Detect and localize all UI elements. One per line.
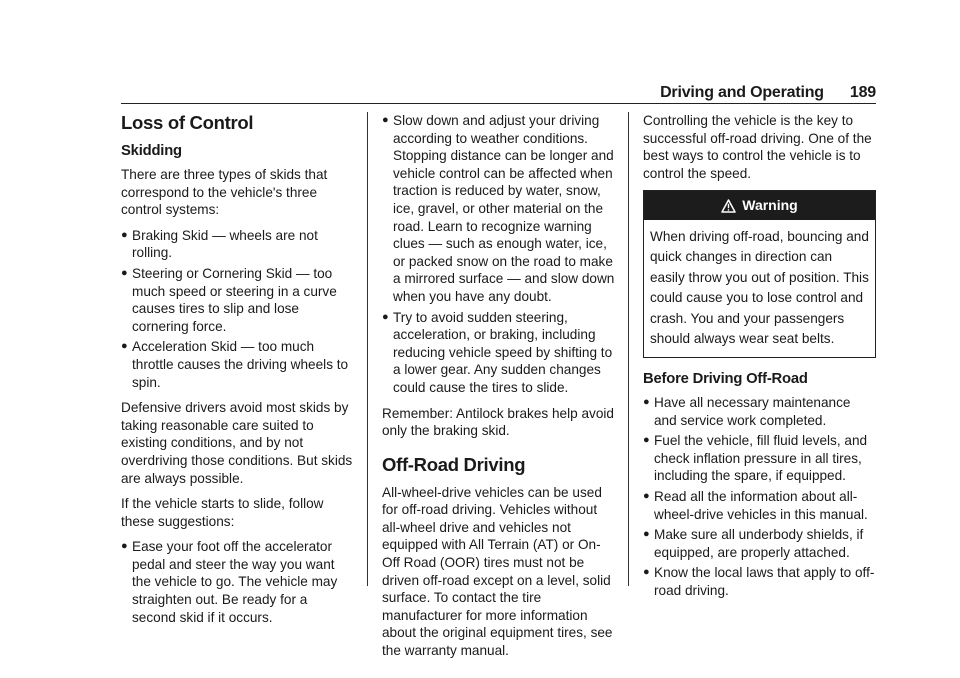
- warning-header: [644, 191, 875, 220]
- list-item: ● Slow down and adjust your driving according to weather conditions. Stopping distance can be longer and vehicle control can be affected when traction is reduced by water, snow, ice, gravel, or other material on the road. Learn to recognize warning clues — such as enough water, ice, or packed snow on the road to make a mirrored surface — and slow down when you have any doubt.: [382, 113, 615, 304]
- page-number: 189: [849, 84, 876, 101]
- bullet-icon: ●: [643, 489, 650, 502]
- header-rule: [121, 103, 876, 104]
- control-speed-paragraph: Controlling the vehicle is the key to successful off-road driving. One of the best ways to control the vehicle is to control the speed.: [643, 113, 872, 181]
- bullet-icon: ●: [643, 395, 650, 408]
- bullet-icon: ●: [121, 540, 128, 553]
- list-item: ● Steering or Cornering Skid — too much speed or steering in a curve causes tires to slip and lose cornering force.: [121, 265, 337, 334]
- section-title-off-road-driving: Off-Road Driving: [382, 453, 526, 475]
- off-road-paragraph: All-wheel-drive vehicles can be used for off-road driving. Vehicles without all-wheel drive and vehicles not equipped with All Terrain (AT) or On-Off Road (OOR) tires must not be driven off-road except on a level, solid surface. To contact the tire manufacturer for more information about the original equipment tires, see the warranty manual.: [382, 484, 613, 659]
- list-item: ● Acceleration Skid — too much throttle causes the driving wheels to spin.: [121, 339, 349, 390]
- before-off-road-checklist: [643, 394, 876, 600]
- column-divider-2: [628, 112, 629, 586]
- column-divider-1: [367, 112, 368, 586]
- bullet-icon: ●: [121, 340, 128, 353]
- list-item: ● Fuel the vehicle, fill fluid levels, and check inflation pressure in all tires, including the spare, if equipped.: [643, 433, 868, 484]
- list-item: ● Braking Skid — wheels are not rolling.: [121, 227, 318, 261]
- page-header: [590, 84, 876, 102]
- bullet-icon: ●: [643, 434, 650, 447]
- subsection-title-skidding: Skidding: [121, 143, 182, 159]
- bullet-icon: ●: [643, 566, 650, 579]
- list-item: ● Know the local laws that apply to off-road driving.: [643, 565, 875, 598]
- warning-body: When driving off-road, bouncing and quick changes in direction can easily throw you out of position. This could cause you to lose control and crash. You and your passengers should always wear seat belts.: [650, 228, 869, 347]
- warning-title: Warning: [742, 197, 798, 214]
- slide-tips-list: [121, 538, 353, 626]
- warning-triangle-icon: [721, 199, 736, 213]
- antilock-brakes-note: Remember: Antilock brakes help avoid only the braking skid.: [382, 405, 614, 439]
- list-item: ● Have all necessary maintenance and service work completed.: [643, 394, 851, 428]
- subsection-title-before-off-road: Before Driving Off-Road: [643, 370, 808, 387]
- column-1: [121, 112, 353, 634]
- skidding-intro: There are three types of skids that correspond to the vehicle's three control systems:: [121, 167, 328, 218]
- section-title-loss-of-control: Loss of Control: [121, 112, 254, 133]
- bullet-icon: ●: [121, 228, 128, 241]
- list-item: ● Try to avoid sudden steering, acceleration, or braking, including reducing vehicle speed by shifting to a lower gear. Any sudden changes could cause the tires to slide.: [382, 309, 613, 395]
- bullet-icon: ●: [382, 114, 389, 126]
- bullet-icon: ●: [643, 528, 650, 541]
- column-2: [382, 112, 615, 668]
- slide-tips-list-continued: [382, 112, 615, 397]
- list-item: ● Read all the information about all-wheel-drive vehicles in this manual.: [643, 488, 868, 522]
- bullet-icon: ●: [382, 310, 389, 323]
- column-3: [643, 112, 876, 608]
- skid-types-list: [121, 227, 353, 391]
- bullet-icon: ●: [121, 266, 128, 279]
- list-item: ● Make sure all underbody shields, if equipped, are properly attached.: [643, 527, 864, 560]
- list-item: ● Ease your foot off the accelerator pedal and steer the way you want the vehicle to go. The vehicle may straighten out. Be ready for a second skid if it occurs.: [121, 539, 338, 625]
- defensive-drivers-paragraph: Defensive drivers avoid most skids by taking reasonable care suited to existing conditions, and by not overdriving those conditions. But skids are always possible.: [121, 400, 353, 486]
- warning-box: [643, 190, 876, 358]
- header-title: Driving and Operating: [660, 84, 824, 101]
- slide-suggestions-intro: If the vehicle starts to slide, follow these suggestions:: [121, 496, 324, 529]
